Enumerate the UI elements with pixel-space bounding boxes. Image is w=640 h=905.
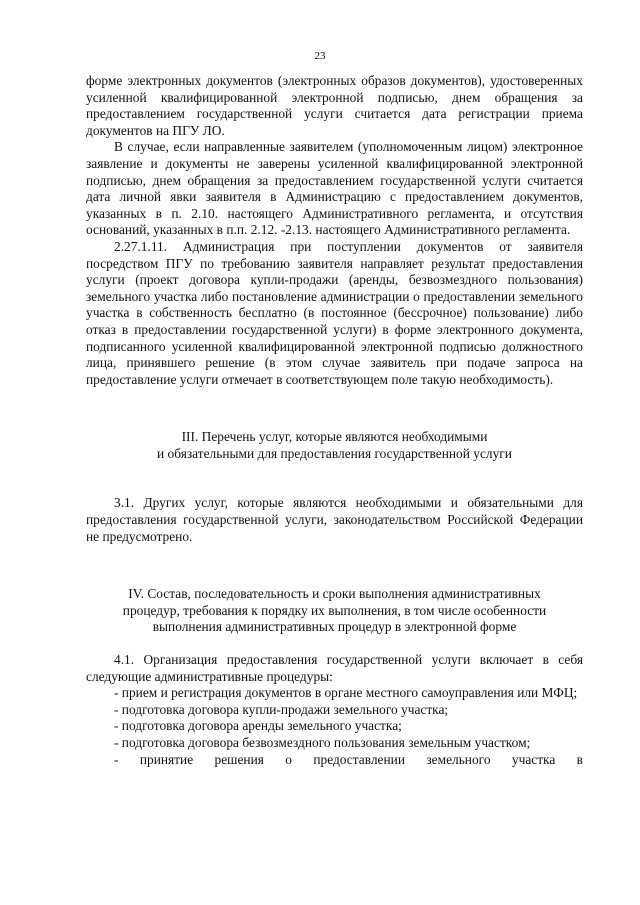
list-item: - прием и регистрация документов в органе местного самоуправления или МФЦ; [114,685,578,701]
section-4-heading-line: процедур, требования к порядку их выполнения, в том числе особенности [122,602,547,618]
list-item: - подготовка договора безвозмездного пользования земельным участком; [114,735,531,750]
paragraph-unsigned-application: В случае, если направленные заявителем (уполномоченным лицом) электронное заявление и документы не заверены усиленной квалифицированной электронной подписью, днем обращения за предоставлением государственной услуги считается дата личной явки заявителя в Администрацию с предоставлением документов, указанных в п. 2.10. настоящего Административного регламента, и отсутствия оснований, указанных в п.п. 2.12. -2.13. настоящего Административного регламента. [86,139,583,238]
section-3-heading-line: III. Перечень услуг, которые являются необходимыми [181,429,488,445]
section-3-heading [86,429,583,462]
section-3-heading-line: и обязательными для предоставления государственной услуги [157,445,512,461]
list-item: - подготовка договора купли-продажи земельного участка; [114,701,449,717]
paragraph-3-1: 3.1. Других услуг, которые являются необходимыми и обязательными для предоставления государственной услуги, законодательством Российской Федерации не предусмотрено. [86,495,583,544]
list-item: - принятие решения о предоставлении земельного участка в [114,751,583,767]
paragraph-4-1: 4.1. Организация предоставления государственной услуги включает в себя следующие административные процедуры: [86,652,583,684]
page-number: 23 [314,50,326,62]
paragraph-2-27-1-11: 2.27.1.11. Администрация при поступлении документов от заявителя посредством ПГУ по требованию заявителя направляет результат предоставления услуги (проект договора купли-продажи (аренды, безвозмездного пользования) земельного участка либо постановление администрации о предоставлении земельного участка в собственность бесплатно (в постоянное (бессрочное) пользование) либо отказ в предоставлении государственной услуги) в форме электронного документа, подписанного усиленной квалифицированной электронной подписью должностного лица, принявшего решение (в этом случае заявитель при подаче запроса на предоставление услуги отмечает в соответствующем поле такую необходимость). [86,238,583,387]
list-item: - подготовка договора аренды земельного участка; [114,718,402,734]
section-4-heading-line: выполнения административных процедур в электронной форме [152,619,517,635]
section-4-heading-line: IV. Состав, последовательность и сроки выполнения административных [128,586,541,602]
section-4-heading [86,586,583,636]
document-body [86,73,583,768]
paragraph-continuation: форме электронных документов (электронных образов документов), удостоверенных усиленной квалифицированной электронной подписью, днем обращения за предоставлением государственной услуги считается дата регистрации приема документов на ПГУ ЛО. [86,73,583,138]
